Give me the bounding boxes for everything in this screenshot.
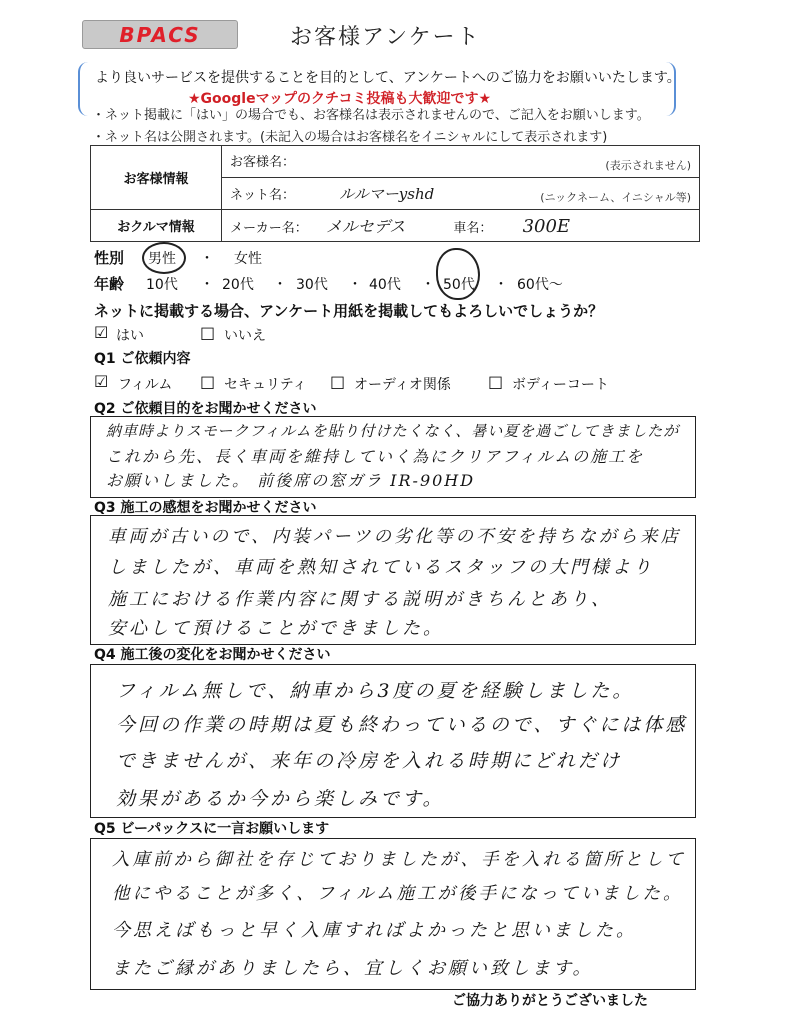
q1-film-checkbox[interactable]: ☑ bbox=[94, 372, 109, 391]
customer-name-note: (表示されません) bbox=[605, 158, 691, 172]
gender-option-female[interactable]: 女性 bbox=[234, 251, 262, 267]
gender-separator: ・ bbox=[200, 251, 214, 267]
google-review-note: ★Googleマップのクチコミ投稿も大歓迎です★ bbox=[188, 91, 492, 107]
car-info-label: おクルマ情報 bbox=[91, 210, 222, 242]
customer-name-label: お客様名： bbox=[230, 154, 296, 170]
q3-answer-line: 車両が古いので、内装パーツの劣化等の不安を持ちながら来店 bbox=[108, 527, 681, 547]
gender-label: 性別 bbox=[94, 249, 125, 267]
q4-answer-line: フィルム無しで、納車から3度の夏を経験しました。 bbox=[116, 680, 635, 702]
age-option-10s[interactable]: 10代 bbox=[146, 277, 178, 293]
age-separator: ・ bbox=[421, 277, 435, 293]
q1-security-checkbox[interactable]: □ bbox=[200, 372, 216, 391]
net-name-value: ルルマーyshd bbox=[339, 184, 435, 203]
age-separator: ・ bbox=[494, 277, 508, 293]
net-name-note: (ニックネーム、イニシャル等) bbox=[540, 190, 691, 204]
customer-info-table bbox=[90, 145, 700, 242]
thank-you-message: ご協力ありがとうございました bbox=[452, 993, 648, 1009]
q2-answer-line: 納車時よりスモークフィルムを貼り付けたくなく、暑い夏を過ごしてきましたが bbox=[106, 422, 680, 440]
q1-option-film: フィルム bbox=[118, 377, 173, 393]
page-title: お客様アンケート bbox=[290, 25, 481, 50]
age-option-50s[interactable]: 50代 bbox=[443, 277, 475, 293]
age-label: 年齢 bbox=[94, 275, 125, 293]
gender-option-male[interactable]: 男性 bbox=[148, 251, 176, 267]
bpacs-logo bbox=[82, 20, 238, 49]
logo-text: BPACS bbox=[119, 22, 201, 47]
publish-question: ネットに掲載する場合、アンケート用紙を掲載してもよろしいでしょうか？ bbox=[94, 302, 604, 320]
maker-label: メーカー名： bbox=[230, 221, 308, 236]
q2-title: Q2 ご依頼目的をお聞かせください bbox=[94, 401, 317, 417]
intro-text: より良いサービスを提供することを目的として、アンケートへのご協力をお願いいたします。 bbox=[95, 70, 681, 86]
q1-audio-checkbox[interactable]: □ bbox=[330, 372, 346, 391]
q4-answer-line: 今回の作業の時期は夏も終わっているので、すぐには体感 bbox=[116, 714, 688, 736]
gender-selected-mark bbox=[142, 242, 186, 274]
q1-title: Q1 ご依頼内容 bbox=[94, 351, 191, 367]
publish-yes-label: はい bbox=[116, 328, 144, 344]
q2-answer-line: これから先、長く車両を維持していく為にクリアフィルムの施工を bbox=[106, 447, 645, 466]
age-option-40s[interactable]: 40代 bbox=[369, 277, 401, 293]
age-selected-mark bbox=[436, 248, 480, 300]
q5-title: Q5 ビーパックスに一言お願いします bbox=[94, 821, 330, 837]
car-info-row bbox=[222, 210, 700, 242]
car-name-value: 300E bbox=[522, 216, 571, 237]
q4-answer-line: できませんが、来年の冷房を入れる時期にどれだけ bbox=[116, 750, 623, 772]
note-2: ・ネット名は公開されます。(未記入の場合はお客様名をイニシャルにして表示されます) bbox=[92, 130, 608, 145]
q5-answer-line: 他にやることが多く、フィルム施工が後手になっていました。 bbox=[112, 884, 684, 904]
q2-answer-line: お願いしました。 前後席の窓ガラ IR-90HD bbox=[106, 471, 476, 490]
net-name-row bbox=[222, 178, 700, 210]
car-name-label: 車名： bbox=[453, 221, 493, 236]
q1-option-security: セキュリティ bbox=[224, 377, 307, 393]
age-option-20s[interactable]: 20代 bbox=[222, 277, 254, 293]
q4-title: Q4 施工後の変化をお聞かせください bbox=[94, 647, 331, 663]
age-separator: ・ bbox=[273, 277, 287, 293]
q5-answer-line: 今思えばもっと早く入庫すればよかったと思いました。 bbox=[112, 920, 637, 941]
q5-answer-line: またご縁がありましたら、宜しくお願い致します。 bbox=[112, 958, 594, 979]
customer-name-row bbox=[222, 146, 700, 178]
age-option-30s[interactable]: 30代 bbox=[296, 277, 328, 293]
q3-answer-line: しましたが、車両を熟知されているスタッフの大門様より bbox=[108, 557, 654, 578]
q1-option-bodycoat: ボディーコート bbox=[512, 377, 609, 393]
q3-title: Q3 施工の感想をお聞かせください bbox=[94, 500, 317, 516]
note-1: ・ネット掲載に「はい」の場合でも、お客様名は表示されませんので、ご記入をお願いします。 bbox=[92, 108, 650, 123]
q3-answer-line: 安心して預けることができました。 bbox=[108, 618, 444, 639]
publish-yes-checkbox[interactable]: ☑ bbox=[94, 323, 109, 342]
net-name-label: ネット名： bbox=[230, 187, 296, 203]
publish-no-label: いいえ bbox=[224, 328, 266, 344]
q5-answer-line: 入庫前から御社を存じておりましたが、手を入れる箇所として bbox=[112, 850, 686, 870]
q1-option-audio: オーディオ関係 bbox=[354, 377, 451, 393]
q3-answer-line: 施工における作業内容に関する説明がきちんとあり、 bbox=[108, 589, 612, 610]
maker-value: メルセデス bbox=[325, 217, 406, 236]
age-separator: ・ bbox=[348, 277, 362, 293]
customer-info-label: お客様情報 bbox=[91, 146, 222, 210]
q4-answer-line: 効果があるか今から楽しみです。 bbox=[116, 788, 445, 810]
age-option-60s[interactable]: 60代～ bbox=[517, 277, 563, 293]
publish-no-checkbox[interactable]: □ bbox=[200, 323, 216, 342]
q1-bodycoat-checkbox[interactable]: □ bbox=[488, 372, 504, 391]
age-separator: ・ bbox=[200, 277, 214, 293]
